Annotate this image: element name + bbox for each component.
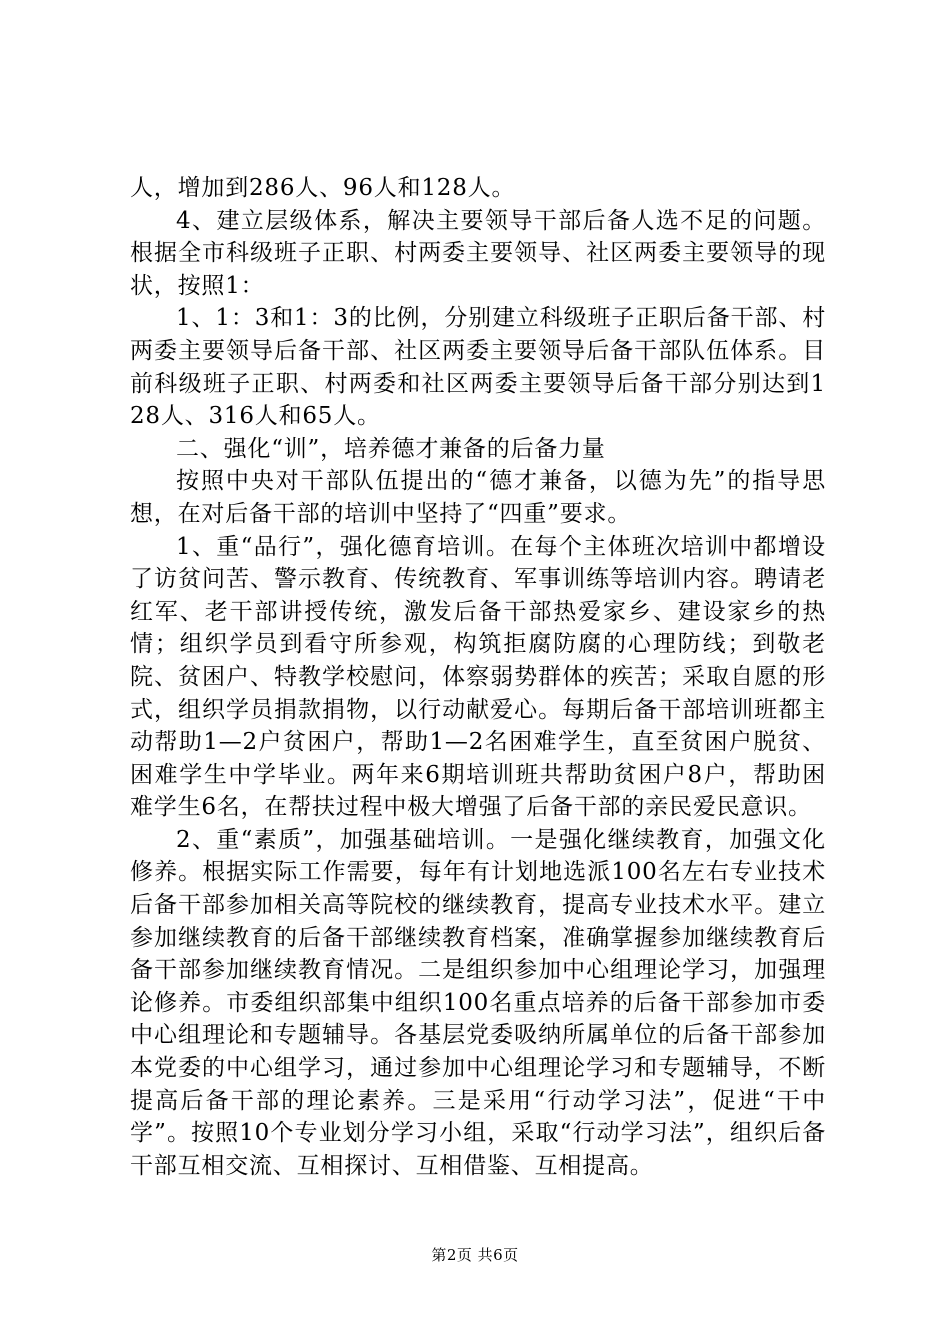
- section-heading-training: 二、强化“训”，培养德才兼备的后备力量: [176, 435, 606, 462]
- page-number-footer: 第2页 共6页: [431, 1246, 519, 1264]
- paragraph-section-4: 4、建立层级体系，解决主要领导干部后备人选不足的问题。根据全市科级班子正职、村两委主要领导、社区两委主要领导的现状，按照1：: [130, 207, 826, 299]
- paragraph-ratio: 1、1：3和1：3的比例，分别建立科级班子正职后备干部、村两委主要领导后备干部、社区两委主要领导后备干部队伍体系。目前科级班子正职、村两委和社区两委主要领导后备干部分别达到128人、316人和65人。: [130, 305, 826, 430]
- paragraph-quality-training: 2、重“素质”，加强基础培训。一是强化继续教育，加强文化修养。根据实际工作需要，每年有计划地选派100名左右专业技术后备干部参加相关高等院校的继续教育，提高专业技术水平。建立参加继续教育的后备干部继续教育档案，准确掌握参加继续教育后备干部参加继续教育情况。二是组织参加中心组理论学习，加强理论修养。市委组织部集中组织100名重点培养的后备干部参加市委中心组理论和专题辅导。各基层党委吸纳所属单位的后备干部参加本党委的中心组学习，通过参加中心组理论学习和专题辅导，不断提高后备干部的理论素养。三是采用“行动学习法”，促进“干中学”。按照10个专业划分学习小组，采取“行动学习法”，组织后备干部互相交流、互相探讨、互相借鉴、互相提高。: [130, 826, 826, 1179]
- paragraph-guiding-idea: 按照中央对干部队伍提出的“德才兼备，以德为先”的指导思想，在对后备干部的培训中坚持了“四重”要求。: [130, 468, 826, 527]
- paragraph-continuation: 人，增加到286人、96人和128人。: [130, 175, 516, 201]
- paragraph-moral-training: 1、重“品行”，强化德育培训。在每个主体班次培训中都增设了访贫问苦、警示教育、传统教育、军事训练等培训内容。聘请老红军、老干部讲授传统，激发后备干部热爱家乡、建设家乡的热情；组织学员到看守所参观，构筑拒腐防腐的心理防线；到敬老院、贫困户、特教学校慰问，体察弱势群体的疾苦；采取自愿的形式，组织学员捐款捐物，以行动献爱心。每期后备干部培训班都主动帮助1—2户贫困户，帮助1—2名困难学生，直至贫困户脱贫、困难学生中学毕业。两年来6期培训班共帮助贫困户8户，帮助困难学生6名，在帮扶过程中极大增强了后备干部的亲民爱民意识。: [130, 533, 826, 821]
- document-body: [130, 172, 826, 1182]
